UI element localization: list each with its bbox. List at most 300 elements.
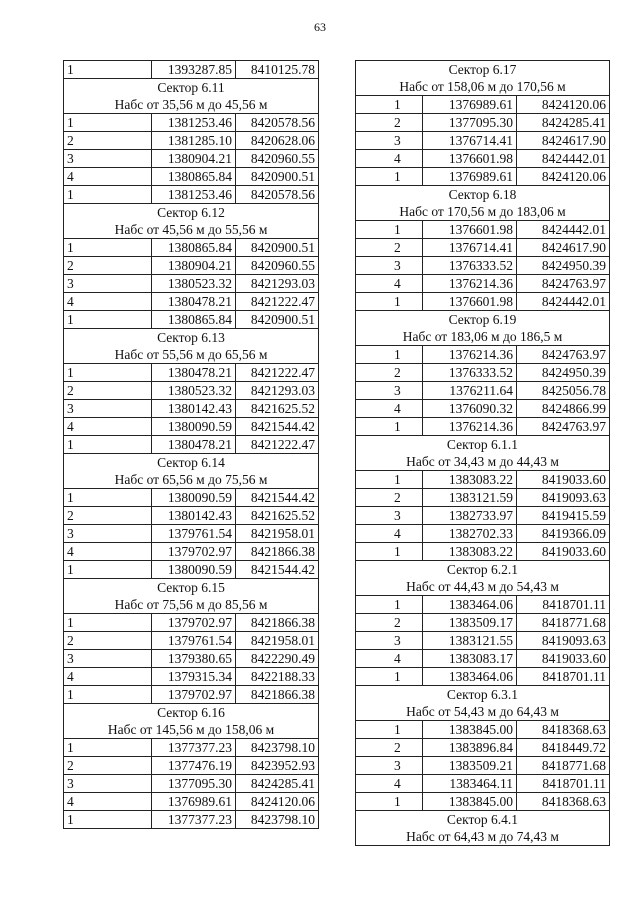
coordinate-y: 8418701.11 [517,775,610,793]
point-number: 2 [356,739,423,757]
coordinate-x: 1377476.19 [152,757,236,775]
table-row [64,543,319,561]
coordinate-y: 8421544.42 [236,489,319,507]
point-number: 2 [64,382,152,400]
point-number: 1 [356,471,423,489]
sector-title: Сектор 6.12 [64,204,319,222]
sector-height-range: Набс от 64,43 м до 74,43 м [356,828,610,846]
page-number: 63 [314,20,326,34]
coordinate-y: 8419415.59 [517,507,610,525]
table-row [64,525,319,543]
sector-header-row [356,686,610,704]
coordinate-y: 8423798.10 [236,739,319,757]
sector-header-row [64,579,319,597]
point-number: 1 [64,686,152,704]
coordinate-y: 8419366.09 [517,525,610,543]
table-row [356,168,610,186]
coordinate-x: 1393287.85 [152,61,236,79]
sector-height-range: Набс от 170,56 м до 183,06 м [356,203,610,221]
coordinate-y: 8424617.90 [517,239,610,257]
coordinate-y: 8421293.03 [236,275,319,293]
point-number: 2 [64,257,152,275]
point-number: 3 [64,775,152,793]
point-number: 4 [356,650,423,668]
point-number: 1 [356,221,423,239]
sector-range-row [64,596,319,614]
table-row [356,293,610,311]
coordinate-x: 1379761.54 [152,632,236,650]
sector-title: Сектор 6.17 [356,61,610,79]
coordinate-y: 8420578.56 [236,114,319,132]
coordinate-x: 1376989.61 [423,168,517,186]
table-row [356,150,610,168]
coordinate-x: 1380523.32 [152,382,236,400]
sector-range-row [64,346,319,364]
coordinate-y: 8420578.56 [236,186,319,204]
coordinate-x: 1376601.98 [423,293,517,311]
coordinate-y: 8421866.38 [236,614,319,632]
sector-range-row [356,703,610,721]
table-row [356,614,610,632]
coordinate-y: 8424120.06 [517,96,610,114]
point-number: 1 [356,96,423,114]
coordinate-x: 1383083.17 [423,650,517,668]
coordinate-y: 8418449.72 [517,739,610,757]
coordinate-x: 1380142.43 [152,400,236,418]
coordinate-x: 1377377.23 [152,811,236,829]
table-row [64,132,319,150]
table-row [64,650,319,668]
coordinate-y: 8421222.47 [236,436,319,454]
sector-title: Сектор 6.14 [64,454,319,472]
sector-header-row [356,61,610,79]
table-row [64,775,319,793]
coordinate-x: 1380090.59 [152,418,236,436]
sector-title: Сектор 6.18 [356,186,610,204]
coordinate-y: 8421866.38 [236,543,319,561]
sector-header-row [356,561,610,579]
point-number: 4 [64,418,152,436]
coordinate-x: 1376601.98 [423,150,517,168]
table-row [64,257,319,275]
point-number: 4 [356,275,423,293]
coordinate-y: 8419033.60 [517,650,610,668]
table-row [64,507,319,525]
sector-height-range: Набс от 65,56 м до 75,56 м [64,471,319,489]
sector-title: Сектор 6.4.1 [356,811,610,829]
sector-range-row [356,78,610,96]
coordinate-x: 1381285.10 [152,132,236,150]
point-number: 4 [356,150,423,168]
coordinate-y: 8424950.39 [517,257,610,275]
coordinate-x: 1383464.06 [423,668,517,686]
point-number: 3 [64,650,152,668]
table-row [356,275,610,293]
coordinate-x: 1379761.54 [152,525,236,543]
sector-header-row [64,79,319,97]
coordinate-x: 1377095.30 [423,114,517,132]
point-number: 2 [356,489,423,507]
point-number: 4 [356,525,423,543]
coordinate-x: 1376989.61 [423,96,517,114]
sector-title: Сектор 6.11 [64,79,319,97]
table-row [64,311,319,329]
point-number: 1 [64,614,152,632]
sector-range-row [356,828,610,846]
point-number: 4 [356,775,423,793]
point-number: 1 [64,364,152,382]
sector-title: Сектор 6.3.1 [356,686,610,704]
table-row [356,489,610,507]
point-number: 1 [64,311,152,329]
coordinate-x: 1380865.84 [152,311,236,329]
table-row [356,757,610,775]
coordinate-y: 8421625.52 [236,507,319,525]
coordinate-y: 8421544.42 [236,561,319,579]
point-number: 4 [64,293,152,311]
sector-height-range: Набс от 158,06 м до 170,56 м [356,78,610,96]
sector-header-row [64,204,319,222]
coordinate-x: 1383083.22 [423,543,517,561]
table-row [356,132,610,150]
coordinate-y: 8421625.52 [236,400,319,418]
sector-title: Сектор 6.16 [64,704,319,722]
table-row [356,96,610,114]
coordinate-y: 8410125.78 [236,61,319,79]
sector-header-row [356,186,610,204]
point-number: 1 [64,561,152,579]
table-row [356,793,610,811]
coordinate-x: 1376214.36 [423,346,517,364]
coordinate-x: 1376211.64 [423,382,517,400]
table-row [64,739,319,757]
point-number: 3 [356,632,423,650]
coordinate-y: 8424442.01 [517,150,610,168]
coordinate-y: 8421958.01 [236,632,319,650]
coordinate-x: 1377377.23 [152,739,236,757]
coordinate-x: 1383845.00 [423,793,517,811]
coordinate-y: 8420900.51 [236,239,319,257]
sector-title: Сектор 6.15 [64,579,319,597]
coordinate-x: 1379380.65 [152,650,236,668]
point-number: 1 [356,668,423,686]
coordinate-x: 1382733.97 [423,507,517,525]
point-number: 1 [64,114,152,132]
table-row [64,614,319,632]
coordinate-y: 8424285.41 [517,114,610,132]
coordinate-y: 8424120.06 [517,168,610,186]
coordinate-y: 8420900.51 [236,311,319,329]
table-row [64,382,319,400]
table-row [356,596,610,614]
coordinates-table-right [355,60,610,846]
coordinate-y: 8422188.33 [236,668,319,686]
sector-header-row [356,811,610,829]
coordinate-y: 8421293.03 [236,382,319,400]
coordinate-x: 1383509.17 [423,614,517,632]
coordinate-y: 8420960.55 [236,150,319,168]
sector-header-row [356,311,610,329]
table-row [356,471,610,489]
point-number: 1 [64,739,152,757]
sector-range-row [64,721,319,739]
coordinate-x: 1379702.97 [152,614,236,632]
point-number: 3 [64,275,152,293]
table-row [64,114,319,132]
table-row [64,757,319,775]
coordinate-x: 1383896.84 [423,739,517,757]
table-row [64,239,319,257]
table-row [64,561,319,579]
point-number: 3 [356,757,423,775]
sector-title: Сектор 6.2.1 [356,561,610,579]
table-row [64,489,319,507]
coordinate-y: 8418771.68 [517,614,610,632]
table-body-left [64,61,319,829]
coordinate-y: 8423798.10 [236,811,319,829]
table-row [64,400,319,418]
table-row [356,668,610,686]
table-row [64,418,319,436]
coordinate-y: 8419093.63 [517,632,610,650]
sector-title: Сектор 6.13 [64,329,319,347]
coordinate-x: 1376989.61 [152,793,236,811]
table-row [356,650,610,668]
sector-range-row [356,578,610,596]
coordinate-x: 1380904.21 [152,257,236,275]
table-row [356,346,610,364]
coordinate-y: 8424442.01 [517,221,610,239]
coordinate-x: 1383121.55 [423,632,517,650]
coordinate-x: 1376714.41 [423,132,517,150]
coordinate-y: 8422290.49 [236,650,319,668]
point-number: 1 [64,489,152,507]
coordinate-y: 8419033.60 [517,471,610,489]
coordinate-y: 8420900.51 [236,168,319,186]
point-number: 2 [64,132,152,150]
sector-height-range: Набс от 44,43 м до 54,43 м [356,578,610,596]
coordinate-y: 8420960.55 [236,257,319,275]
coordinate-y: 8418701.11 [517,668,610,686]
point-number: 1 [356,721,423,739]
point-number: 2 [356,114,423,132]
coordinate-x: 1383464.06 [423,596,517,614]
coordinate-x: 1383083.22 [423,471,517,489]
table-row [356,257,610,275]
sector-range-row [64,96,319,114]
sector-header-row [64,454,319,472]
coordinate-x: 1380090.59 [152,561,236,579]
point-number: 3 [356,382,423,400]
coordinate-x: 1376214.36 [423,275,517,293]
coordinate-y: 8418701.11 [517,596,610,614]
point-number: 3 [64,525,152,543]
coordinate-x: 1379702.97 [152,543,236,561]
table-row [356,507,610,525]
table-row [64,668,319,686]
table-row [356,775,610,793]
coordinate-x: 1383121.59 [423,489,517,507]
point-number: 3 [356,132,423,150]
table-row [356,739,610,757]
point-number: 1 [356,168,423,186]
point-number: 3 [356,507,423,525]
coordinate-y: 8424950.39 [517,364,610,382]
coordinate-x: 1380523.32 [152,275,236,293]
coordinate-x: 1383464.11 [423,775,517,793]
coordinate-x: 1376333.52 [423,364,517,382]
coordinate-y: 8418771.68 [517,757,610,775]
sector-title: Сектор 6.19 [356,311,610,329]
coordinate-y: 8419033.60 [517,543,610,561]
sector-header-row [64,329,319,347]
sector-header-row [356,436,610,454]
point-number: 2 [356,364,423,382]
point-number: 3 [64,400,152,418]
coordinate-y: 8424617.90 [517,132,610,150]
coordinate-x: 1376214.36 [423,418,517,436]
point-number: 4 [64,543,152,561]
coordinate-y: 8421866.38 [236,686,319,704]
table-row [64,436,319,454]
coordinate-y: 8424763.97 [517,275,610,293]
sector-height-range: Набс от 34,43 м до 44,43 м [356,453,610,471]
coordinate-y: 8424763.97 [517,418,610,436]
coordinate-x: 1377095.30 [152,775,236,793]
coordinate-x: 1380142.43 [152,507,236,525]
coordinate-x: 1380478.21 [152,436,236,454]
coordinate-x: 1380090.59 [152,489,236,507]
point-number: 1 [356,293,423,311]
table-row [64,793,319,811]
sector-height-range: Набс от 35,56 м до 45,56 м [64,96,319,114]
coordinate-x: 1379702.97 [152,686,236,704]
table-row [64,632,319,650]
coordinate-y: 8425056.78 [517,382,610,400]
table-row [356,543,610,561]
table-row [64,293,319,311]
point-number: 1 [356,346,423,364]
point-number: 1 [356,543,423,561]
coordinate-x: 1376333.52 [423,257,517,275]
sector-header-row [64,704,319,722]
point-number: 1 [64,239,152,257]
coordinate-y: 8418368.63 [517,721,610,739]
point-number: 2 [64,507,152,525]
sector-height-range: Набс от 54,43 м до 64,43 м [356,703,610,721]
table-row [356,239,610,257]
sector-range-row [64,471,319,489]
coordinate-y: 8419093.63 [517,489,610,507]
point-number: 4 [64,668,152,686]
table-row [356,400,610,418]
coordinate-y: 8424285.41 [236,775,319,793]
sector-range-row [356,453,610,471]
coordinate-y: 8424763.97 [517,346,610,364]
point-number: 1 [64,436,152,454]
coordinate-x: 1382702.33 [423,525,517,543]
sector-height-range: Набс от 183,06 м до 186,5 м [356,328,610,346]
coordinate-x: 1376601.98 [423,221,517,239]
sector-range-row [356,328,610,346]
coordinate-y: 8421222.47 [236,364,319,382]
coordinate-x: 1380904.21 [152,150,236,168]
coordinate-y: 8424442.01 [517,293,610,311]
point-number: 1 [356,418,423,436]
coordinate-x: 1376714.41 [423,239,517,257]
table-row [64,364,319,382]
sector-range-row [64,221,319,239]
coordinate-x: 1383845.00 [423,721,517,739]
coordinate-y: 8421222.47 [236,293,319,311]
coordinate-y: 8424120.06 [236,793,319,811]
coordinate-x: 1381253.46 [152,114,236,132]
sector-height-range: Набс от 145,56 м до 158,06 м [64,721,319,739]
point-number: 4 [64,168,152,186]
table-row [64,186,319,204]
coordinate-x: 1380865.84 [152,239,236,257]
coordinate-y: 8421958.01 [236,525,319,543]
point-number: 2 [356,239,423,257]
table-row [356,114,610,132]
table-body-right [356,61,610,846]
point-number: 2 [64,757,152,775]
table-row [64,275,319,293]
coordinate-y: 8420628.06 [236,132,319,150]
coordinate-x: 1380865.84 [152,168,236,186]
coordinate-x: 1380478.21 [152,293,236,311]
table-row [356,221,610,239]
table-row [64,168,319,186]
coordinate-y: 8421544.42 [236,418,319,436]
table-row [64,811,319,829]
point-number: 1 [64,811,152,829]
point-number: 1 [356,793,423,811]
coordinate-y: 8418368.63 [517,793,610,811]
point-number: 3 [64,150,152,168]
coordinate-y: 8424866.99 [517,400,610,418]
coordinate-x: 1380478.21 [152,364,236,382]
point-number: 2 [356,614,423,632]
sector-height-range: Набс от 55,56 м до 65,56 м [64,346,319,364]
coordinate-x: 1383509.21 [423,757,517,775]
point-number: 4 [356,400,423,418]
sector-range-row [356,203,610,221]
point-number: 1 [356,596,423,614]
coordinate-x: 1379315.34 [152,668,236,686]
sector-height-range: Набс от 75,56 м до 85,56 м [64,596,319,614]
sector-title: Сектор 6.1.1 [356,436,610,454]
table-row [356,525,610,543]
coordinate-x: 1376090.32 [423,400,517,418]
table-row [356,364,610,382]
table-row [64,61,319,79]
table-row [356,721,610,739]
point-number: 4 [64,793,152,811]
point-number: 1 [64,186,152,204]
coordinate-x: 1381253.46 [152,186,236,204]
coordinate-y: 8423952.93 [236,757,319,775]
table-row [356,418,610,436]
coordinates-table-left [63,60,319,829]
point-number: 1 [64,61,152,79]
table-row [356,382,610,400]
table-row [64,150,319,168]
sector-height-range: Набс от 45,56 м до 55,56 м [64,221,319,239]
point-number: 3 [356,257,423,275]
table-row [356,632,610,650]
point-number: 2 [64,632,152,650]
